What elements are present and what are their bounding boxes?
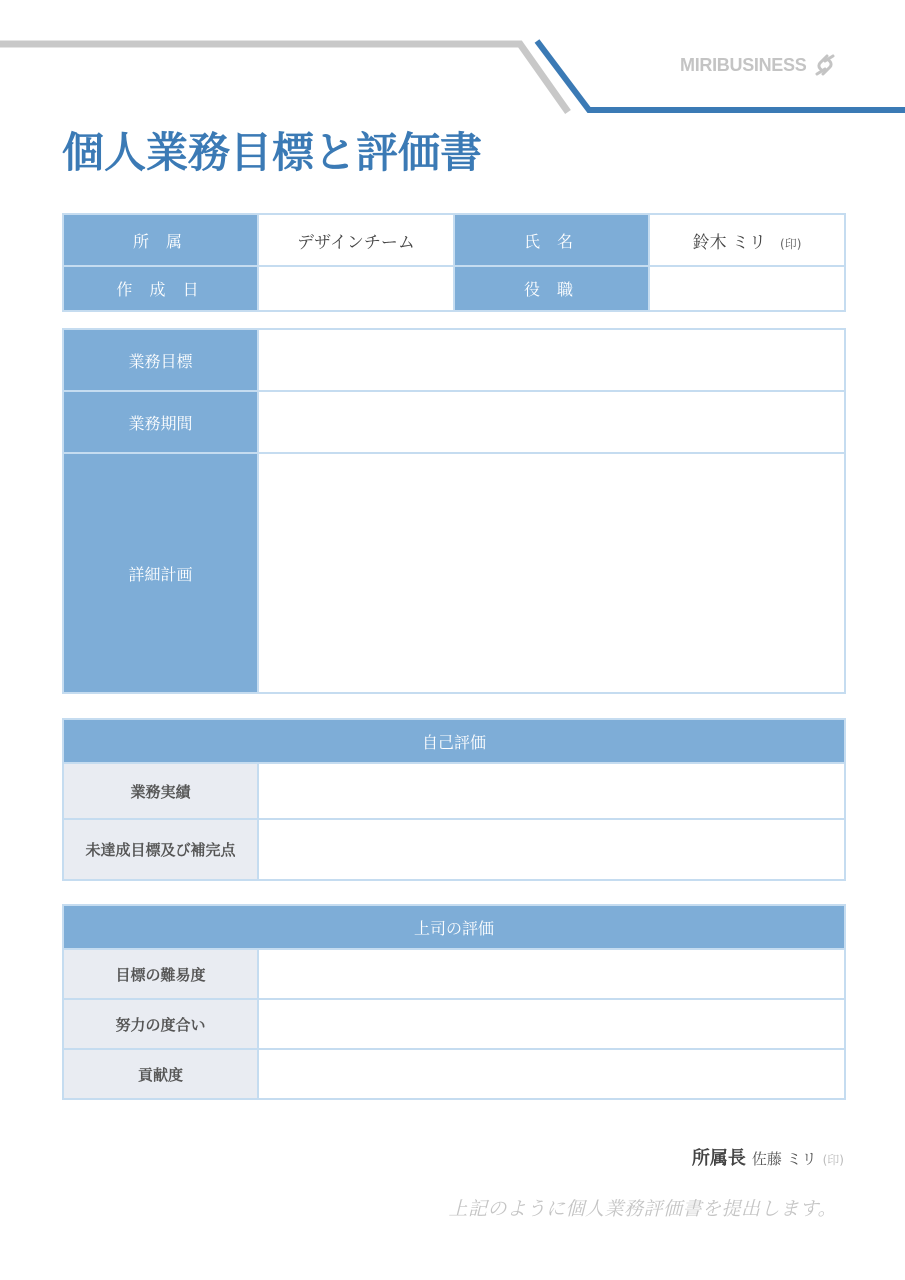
- created-date-label: 作 成 日: [63, 266, 258, 311]
- brand-name: MIRIBUSINESS: [680, 54, 807, 75]
- department-label: 所 属: [63, 214, 258, 266]
- contribution-label: 貢献度: [63, 1049, 258, 1099]
- position-label: 役 職: [454, 266, 649, 311]
- business-period-field[interactable]: [258, 391, 845, 453]
- table-header-row: [63, 905, 845, 949]
- link-s-icon: [812, 52, 838, 78]
- seal-mark: (印): [780, 236, 802, 251]
- self-evaluation-header: 自己評価: [63, 719, 845, 763]
- contribution-field[interactable]: [258, 1049, 845, 1099]
- goal-difficulty-field[interactable]: [258, 949, 845, 999]
- table-row: [63, 214, 845, 266]
- table-row: [63, 329, 845, 391]
- unmet-goals-field[interactable]: [258, 819, 845, 880]
- signoff-name: 佐藤 ミリ: [751, 1150, 817, 1168]
- business-goal-label: 業務目標: [63, 329, 258, 391]
- table-row: [63, 999, 845, 1049]
- brand-logo: [680, 52, 838, 78]
- achievements-field[interactable]: [258, 763, 845, 819]
- position-field[interactable]: [649, 266, 845, 311]
- name-field[interactable]: [649, 214, 845, 266]
- department-field[interactable]: デザインチーム: [258, 214, 454, 266]
- supervisor-signoff: [692, 1144, 844, 1170]
- signoff-role: 所属長: [691, 1148, 746, 1169]
- goal-difficulty-label: 目標の難易度: [63, 949, 258, 999]
- effort-level-field[interactable]: [258, 999, 845, 1049]
- unmet-goals-label: 未達成目標及び補完点: [63, 819, 258, 880]
- supervisor-evaluation-table: [62, 904, 846, 1100]
- table-row: [63, 391, 845, 453]
- supervisor-evaluation-header: 上司の評価: [63, 905, 845, 949]
- self-evaluation-table: [62, 718, 846, 881]
- effort-level-label: 努力の度合い: [63, 999, 258, 1049]
- achievements-label: 業務実績: [63, 763, 258, 819]
- table-row: [63, 266, 845, 311]
- name-value: 鈴木 ミリ: [692, 232, 767, 253]
- signoff-seal: (印): [822, 1153, 844, 1167]
- submission-statement: 上記のように個人業務評価書を提出します。: [448, 1198, 837, 1220]
- table-row: [63, 819, 845, 880]
- name-label: 氏 名: [454, 214, 649, 266]
- plan-table: [62, 328, 846, 694]
- table-row: [63, 453, 845, 693]
- table-row: [63, 1049, 845, 1099]
- table-row: [63, 949, 845, 999]
- detailed-plan-field[interactable]: [258, 453, 845, 693]
- business-goal-field[interactable]: [258, 329, 845, 391]
- page-title: 個人業務目標と評価書: [62, 128, 483, 177]
- info-table: [62, 213, 846, 312]
- business-period-label: 業務期間: [63, 391, 258, 453]
- detailed-plan-label: 詳細計画: [63, 453, 258, 693]
- created-date-field[interactable]: [258, 266, 454, 311]
- table-header-row: [63, 719, 845, 763]
- table-row: [63, 763, 845, 819]
